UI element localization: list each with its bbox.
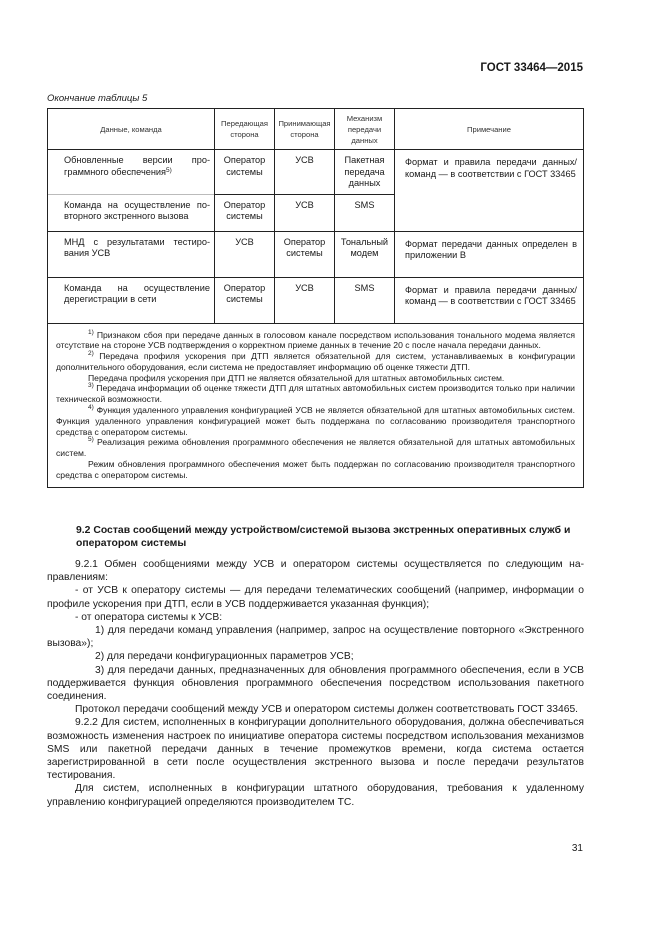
column-header: Примечание — [395, 109, 584, 150]
mechanism-cell: SMS — [335, 194, 395, 231]
footnote-5-continued: Режим обновления программного обеспечения может быть поддержан по согласованию производителя транспортного средства с оператором системы. — [56, 459, 575, 480]
sender-cell: УСВ — [215, 231, 275, 277]
footnote-4: $^{4)}$ Функция удаленного управления конфигурацией УСВ не является обязательной для штатных автомобильных систем. Функция удаленного управления конфигурацией может быть поддержана по согласованию производителя транспортного средства с оператором системы. — [56, 404, 575, 437]
footnote-5: $^{5)}$ Реализация режима обновления программного обеспечения не является обязательной для штатных автомобильных систем. — [56, 436, 576, 459]
paragraph: 3) для передачи данных, предназначенных для обновления программного обеспечения, если в УСВ поддерживается функция обновления программного обеспечения посредством использования пакетного соединения. — [47, 664, 584, 703]
column-header: Передающая сторона — [215, 109, 275, 150]
receiver-cell: УСВ — [275, 150, 335, 195]
note-cell: Формат и правила передачи данных/команд — в соответствии с ГОСТ 33465 — [395, 150, 584, 232]
table-row — [48, 231, 584, 277]
data-cell: Обновленные версии программного обеспечения$^{5)}$ — [48, 150, 215, 195]
data-cell: Команда на осуществление повторного экстренного вызова — [48, 194, 215, 231]
page-number: 31 — [571, 843, 583, 854]
section-heading: 9.2 Состав сообщений между устройством/системой вызова экстренных оперативных служб и оператором системы — [76, 525, 571, 549]
document-header: ГОСТ 33464—2015 — [480, 62, 583, 74]
receiver-cell: Оператор системы — [275, 231, 335, 277]
paragraph: Протокол передачи сообщений между УСВ и оператором системы должен соответствовать ГОСТ 33465. — [75, 704, 579, 716]
footnote-2-continued: Передача профиля ускорения при ДТП не является обязательной для штатных автомобильных систем. — [88, 372, 505, 383]
table-5 — [47, 108, 584, 488]
data-cell: МНД с результатами тестирования УСВ — [48, 231, 215, 277]
paragraph: 1) для передачи команд управления (например, запрос на осуществление повторного «Экстренного вызова»); — [47, 625, 584, 650]
table-row — [48, 277, 584, 323]
table-row — [48, 150, 584, 195]
footnote-3: $^{3)}$ Передача информации об оценке тяжести ДТП для штатных автомобильных систем производится только при наличии технической возможности. — [56, 382, 575, 405]
mechanism-cell: Пакетная передача данных — [335, 150, 395, 195]
body-text — [47, 558, 584, 809]
footnote-1: $^{1)}$ Признаком сбоя при передаче данных в голосовом канале посредством использования тонального модема является отсутствие на стороне УСВ подтверждения о корректном приеме данных в течение 20 с после начала передачи данных. — [56, 328, 576, 351]
note-cell: Формат передачи данных определен в приложении В — [395, 231, 584, 277]
receiver-cell: УСВ — [275, 277, 335, 323]
sender-cell: Оператор системы — [215, 194, 275, 231]
footnote-2: $^{2)}$ Передача профиля ускорения при ДТП является обязательной для систем, устанавливаемых в конфигурации дополнительного оборудования, если система не предоставляет информацию об оценке тяжести ДТП. — [56, 350, 575, 372]
paragraph: - от УСВ к оператору системы — для передачи телематических сообщений (например, информации о профиле ускорения при ДТП, если в УСВ поддерживается указанная функция); — [47, 585, 584, 610]
sender-cell: Оператор системы — [215, 150, 275, 195]
receiver-cell: УСВ — [275, 194, 335, 231]
paragraph: 2) для передачи конфигурационных параметров УСВ; — [95, 651, 354, 663]
column-header: Принимающая сторона — [275, 109, 335, 150]
footnotes-row — [48, 323, 584, 487]
paragraph: Для систем, исполненных в конфигурации штатного оборудования, требования к удаленному управлению конфигурацией определяются производителем ТС. — [47, 783, 584, 808]
note-cell: Формат и правила передачи данных/команд — в соответствии с ГОСТ 33465 — [395, 277, 584, 323]
footnotes-cell — [48, 323, 584, 487]
table-header-row — [48, 109, 584, 150]
paragraph: - от оператора системы к УСВ: — [75, 611, 223, 623]
paragraph: 9.2.2 Для систем, исполненных в конфигурации дополнительного оборудования, должна обеспечиваться возможность изменения настроек по инициативе оператора системы посредством использования механизмов SMS или пакетной передачи данных в течение промежутков времени, когда система остается зарегистрированной в сети после осуществления экстренного вызова и после передачи результатов тестирования. — [47, 717, 584, 782]
sender-cell: Оператор системы — [215, 277, 275, 323]
column-header: Данные, команда — [48, 109, 215, 150]
table-caption: Окончание таблицы 5 — [47, 93, 148, 104]
paragraph: 9.2.1 Обмен сообщениями между УСВ и оператором системы осуществляется по следующим направлениям: — [47, 559, 584, 584]
mechanism-cell: SMS — [335, 277, 395, 323]
data-cell: Команда на осуществление дерегистрации в сети — [48, 277, 215, 323]
column-header: Механизм передачи данных — [335, 109, 395, 150]
mechanism-cell: Тональный модем — [335, 231, 395, 277]
